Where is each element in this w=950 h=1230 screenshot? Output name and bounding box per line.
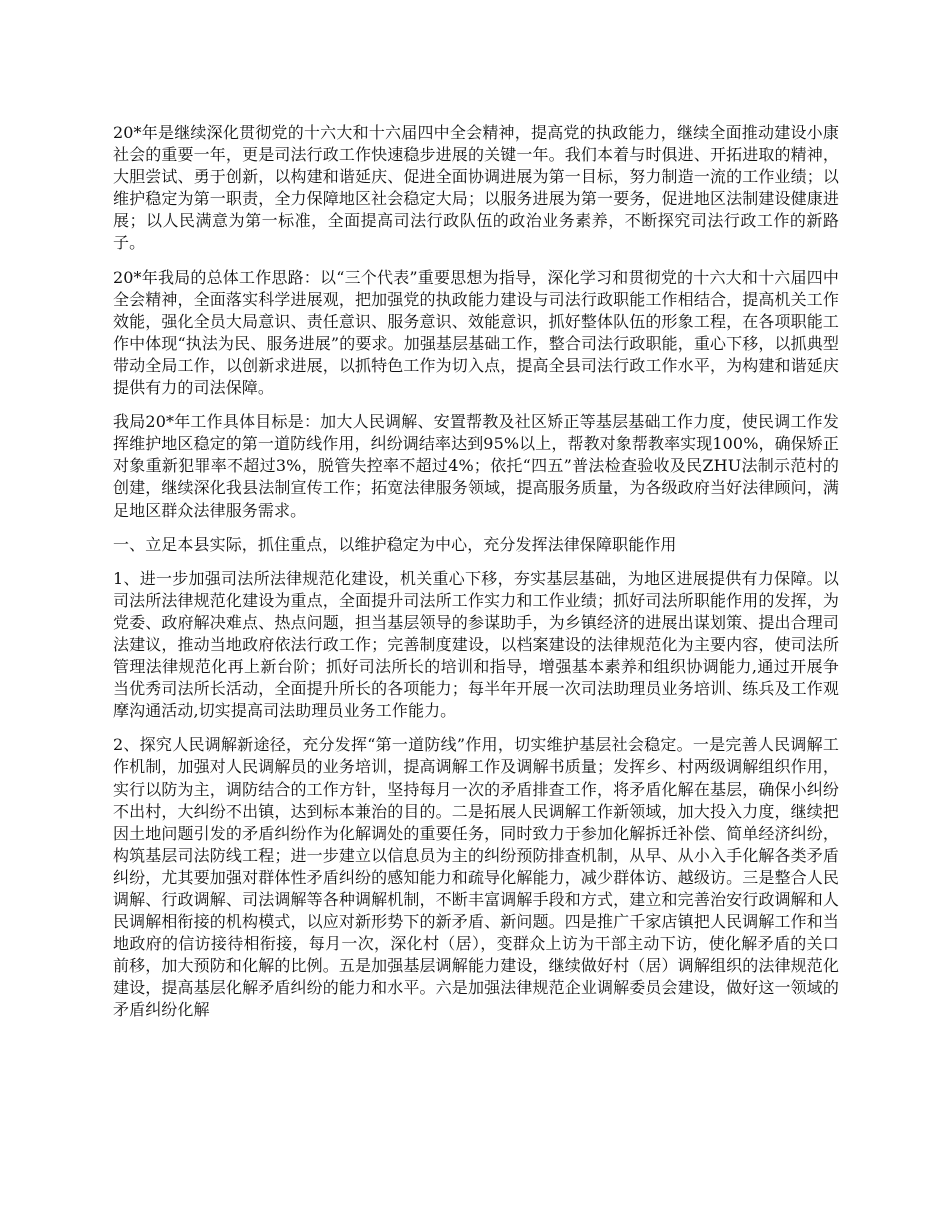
paragraph-item-2: 2、探究人民调解新途径，充分发挥“第一道防线”作用，切实维护基层社会稳定。一是完善人民调解工作机制，加强对人民调解员的业务培训，提高调解工作及调解书质量；发挥乡、村两级调解组织作用，实行以防为主，调防结合的工作方针，坚持每月一次的矛盾排查工作，将矛盾化解在基层，确保小纠纷不出村，大纠纷不出镇，达到标本兼治的目的。二是拓展人民调解工作新领域，加大投入力度，继续把因土地问题引发的矛盾纠纷作为化解调处的重要任务，同时致力于参加化解拆迁补偿、简单经济纠纷，构筑基层司法防线工程；进一步建立以信息员为主的纠纷预防排查机制，从早、从小入手化解各类矛盾纠纷，尤其要加强对群体性矛盾纠纷的感知能力和疏导化解能力，减少群体访、越级访。三是整合人民调解、行政调解、司法调解等各种调解机制，不断丰富调解手段和方式，建立和完善治安行政调解和人民调解相衔接的机构模式，以应对新形势下的新矛盾、新问题。四是推广千家店镇把人民调解工作和当地政府的信访接待相衔接，每月一次，深化村（居），变群众上访为干部主动下访，使化解矛盾的关口前移，加大预防和化解的比例。五是加强基层调解能力建设，继续做好村（居）调解组织的法律规范化建设，提高基层化解矛盾纠纷的能力和水平。六是加强法律规范企业调解委员会建设，做好这一领域的矛盾纠纷化解	[113, 735, 839, 1020]
paragraph-item-1: 1、进一步加强司法所法律规范化建设，机关重心下移，夯实基层基础，为地区进展提供有力保障。以司法所法律规范化建设为重点，全面提升司法所工作实力和工作业绩；抓好司法所职能作用的发挥，为党委、政府解决难点、热点问题，担当基层领导的参谋助手，为乡镇经济的进展出谋划策、提出合理司法建议，推动当地政府依法行政工作；完善制度建设，以档案建设的法律规范化为主要内容，使司法所管理法律规范化再上新台阶；抓好司法所长的培训和指导，增强基本素养和组织协调能力,通过开展争当优秀司法所长活动，全面提升所长的各项能力；每半年开展一次司法助理员业务培训、练兵及工作观摩沟通活动,切实提高司法助理员业务工作能力。	[113, 568, 839, 721]
paragraph-intro: 20*年是继续深化贯彻党的十六大和十六届四中全会精神，提高党的执政能力，继续全面推动建设小康社会的重要一年，更是司法行政工作快速稳步进展的关键一年。我们本着与时俱进、开拓进取的精神，大胆尝试、勇于创新，以构建和谐延庆、促进全面协调进展为第一目标，努力制造一流的工作业绩；以维护稳定为第一职责，全力保障地区社会稳定大局；以服务进展为第一要务，促进地区法制建设健康进展；以人民满意为第一标准，全面提高司法行政队伍的政治业务素养，不断探究司法行政工作的新路子。	[113, 123, 839, 253]
document-body	[113, 122, 839, 1034]
paragraph-specific-goals: 我局20*年工作具体目标是：加大人民调解、安置帮教及社区矫正等基层基础工作力度，使民调工作发挥维护地区稳定的第一道防线作用，纠纷调结率达到95%以上，帮教对象帮教率实现100%，确保矫正对象重新犯罪率不超过3%，脱管失控率不超过4%；依托“四五”普法检查验收及民ZHU法制示范村的创建，继续深化我县法制宣传工作；拓宽法律服务领域，提高服务质量，为各级政府当好法律顾问，满足地区群众法律服务需求。	[113, 412, 840, 520]
paragraph-overall-thinking: 20*年我局的总体工作思路：以“三个代表”重要思想为指导，深化学习和贯彻党的十六大和十六届四中全会精神，全面落实科学进展观，把加强党的执政能力建设与司法行政职能工作相结合，提高机关工作效能，强化全员大局意识、责任意识、服务意识、效能意识，抓好整体队伍的形象工程，在各项职能工作中体现“执法为民、服务进展”的要求。加强基层基础工作，整合司法行政职能，重心下移，以抓典型带动全局工作，以创新求进展，以抓特色工作为切入点，提高全县司法行政工作水平，为构建和谐延庆提供有力的司法保障。	[113, 267, 839, 398]
section-heading-1: 一、立足本县实际，抓住重点，以维护稳定为中心，充分发挥法律保障职能作用	[113, 534, 677, 554]
